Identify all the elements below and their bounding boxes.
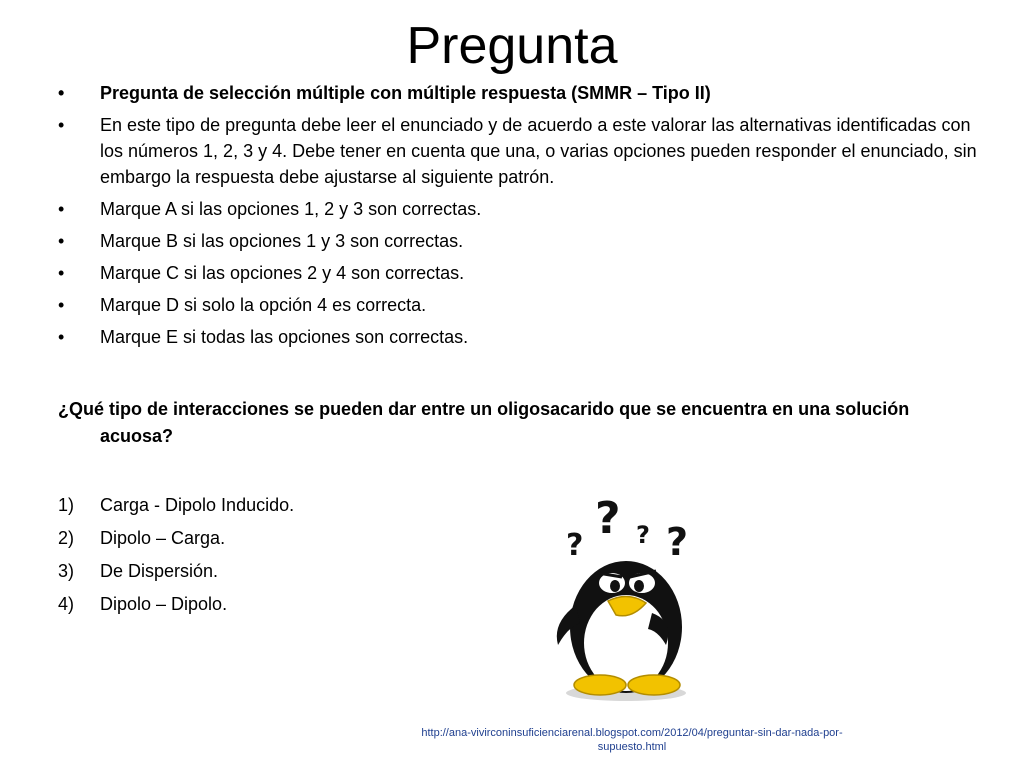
confused-penguin-icon <box>540 495 710 705</box>
source-link[interactable]: http://ana-vivirconinsuficienciarenal.blogspot.com/2012/04/preguntar-sin-dar-nada-por-supuesto.html <box>421 727 843 753</box>
option-text: De Dispersión. <box>100 561 219 581</box>
question-mark-icon: ? <box>636 521 650 549</box>
option-number: 1) <box>58 495 75 515</box>
bullet-marker: • <box>58 327 65 347</box>
bullet-text: En este tipo de pregunta debe leer el enunciado y de acuerdo a este valorar las alternativas identificadas con los números 1, 2, 3 y 4. Debe tener en cuenta que una, o varias opciones pueden responder el enunciado, sin embargo la respuesta debe ajustarse al siguiente patrón. <box>100 115 977 187</box>
bullet-item <box>58 80 978 106</box>
option-number: 3) <box>58 561 75 581</box>
option-number: 4) <box>58 594 75 614</box>
slide-title: Pregunta <box>406 17 618 75</box>
bullet-text: Marque D si solo la opción 4 es correcta. <box>100 295 427 315</box>
option-item <box>58 489 294 522</box>
bullet-list <box>58 80 978 356</box>
bullet-marker: • <box>58 199 65 219</box>
option-text: Carga - Dipolo Inducido. <box>100 495 295 515</box>
option-text: Dipolo – Carga. <box>100 528 226 548</box>
option-item <box>58 555 294 588</box>
option-list <box>58 489 294 621</box>
question-mark-icon: ? <box>595 495 621 544</box>
question-mark-icon: ? <box>566 528 584 563</box>
bullet-item <box>58 292 978 318</box>
question-text: ¿Qué tipo de interacciones se pueden dar entre un oligosacarido que se encuentra en una solución acuosa? <box>58 399 910 446</box>
bullet-item <box>58 196 978 222</box>
bullet-marker: • <box>58 83 65 103</box>
penguin-right-pupil <box>634 580 644 592</box>
bullet-item <box>58 324 978 350</box>
bullet-text: Marque B si las opciones 1 y 3 son correctas. <box>100 231 464 251</box>
bullet-text: Pregunta de selección múltiple con múltiple respuesta (SMMR – Tipo II) <box>100 83 711 103</box>
bullet-item <box>58 260 978 286</box>
bullet-text: Marque A si las opciones 1, 2 y 3 son correctas. <box>100 199 482 219</box>
option-number: 2) <box>58 528 75 548</box>
bullet-text: Marque E si todas las opciones son correctas. <box>100 327 469 347</box>
bullet-marker: • <box>58 263 65 283</box>
bullet-marker: • <box>58 115 65 135</box>
bullet-marker: • <box>58 295 65 315</box>
penguin-right-foot <box>628 675 680 695</box>
bullet-item <box>58 112 978 190</box>
option-item <box>58 588 294 621</box>
bullet-item <box>58 228 978 254</box>
penguin-left-foot <box>574 675 626 695</box>
penguin-left-pupil <box>610 580 620 592</box>
bullet-marker: • <box>58 231 65 251</box>
option-text: Dipolo – Dipolo. <box>100 594 228 614</box>
option-item <box>58 522 294 555</box>
bullet-text: Marque C si las opciones 2 y 4 son correctas. <box>100 263 465 283</box>
question-mark-icon: ? <box>666 520 689 564</box>
